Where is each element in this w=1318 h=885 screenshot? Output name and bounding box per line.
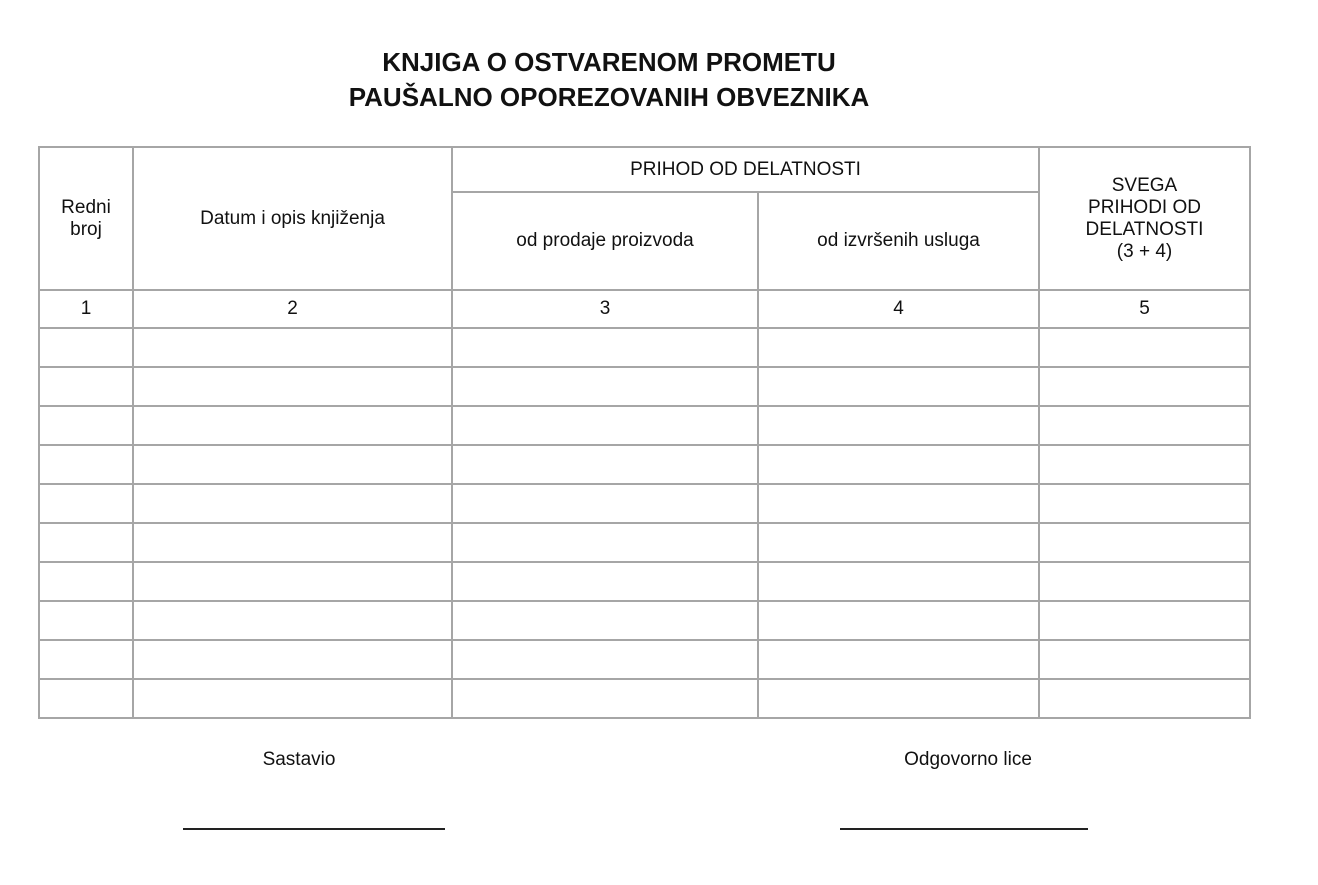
entry-cell[interactable] [133,406,452,445]
entry-cell[interactable] [133,367,452,406]
entry-cell[interactable] [758,367,1039,406]
entry-cell[interactable] [758,523,1039,562]
entry-cell[interactable] [39,406,133,445]
entry-cell[interactable] [1039,679,1250,718]
entry-cell[interactable] [452,523,758,562]
turnover-book-table [38,146,1251,719]
entry-cell[interactable] [1039,328,1250,367]
entry-cell[interactable] [452,445,758,484]
signature-line-odgovorno-lice[interactable] [840,828,1088,830]
header-redni-broj [39,147,133,290]
document-title-line-1: KNJIGA O OSTVARENOM PROMETU [382,47,836,77]
table-row [39,328,1250,367]
entry-cell[interactable] [39,484,133,523]
header-redni-broj-label: Redni broj [61,196,111,240]
table-row [39,640,1250,679]
header-datum-opis-label: Datum i opis knjiženja [200,207,385,229]
table-row [39,601,1250,640]
header-svega-line-2: PRIHODI OD [1088,196,1201,218]
entry-cell[interactable] [1039,406,1250,445]
entry-cell[interactable] [758,562,1039,601]
header-svega-line-4: (3 + 4) [1116,240,1173,262]
signature-label-sastavio: Sastavio [262,749,336,770]
entry-cell[interactable] [452,367,758,406]
entry-cell[interactable] [39,523,133,562]
column-number: 5 [1039,290,1250,328]
entry-cell[interactable] [133,640,452,679]
entry-cell[interactable] [1039,640,1250,679]
entry-cell[interactable] [39,367,133,406]
column-number: 3 [452,290,758,328]
entry-cell[interactable] [1039,523,1250,562]
entry-cell[interactable] [758,406,1039,445]
entry-cell[interactable] [452,601,758,640]
header-izvrsene-usluge [758,192,1039,290]
header-svega-line-1: SVEGA [1111,174,1178,196]
entry-cell[interactable] [452,679,758,718]
column-number: 1 [39,290,133,328]
table-row [39,406,1250,445]
entry-cell[interactable] [39,679,133,718]
header-prodaja-label: od prodaje proizvoda [516,230,694,251]
entry-cell[interactable] [39,445,133,484]
entry-cell[interactable] [452,406,758,445]
entry-cell[interactable] [758,640,1039,679]
entry-cell[interactable] [133,445,452,484]
entry-cell[interactable] [452,562,758,601]
table-row [39,562,1250,601]
header-datum-opis [133,147,452,290]
entry-cell[interactable] [1039,484,1250,523]
entry-cell[interactable] [452,640,758,679]
entry-cell[interactable] [452,328,758,367]
document-title-line-2: PAUŠALNO OPOREZOVANIH OBVEZNIKA [348,82,870,112]
signature-label-odgovorno-lice: Odgovorno lice [904,749,1032,770]
header-prihod-od-delatnosti [452,147,1039,192]
entry-cell[interactable] [39,562,133,601]
column-number: 2 [133,290,452,328]
table-row [39,484,1250,523]
entry-cell[interactable] [39,601,133,640]
entry-cell[interactable] [1039,601,1250,640]
entry-cell[interactable] [133,562,452,601]
entry-cell[interactable] [39,640,133,679]
entry-cell[interactable] [133,601,452,640]
entry-cell[interactable] [39,328,133,367]
header-prodaja-proizvoda [452,192,758,290]
table-row [39,523,1250,562]
signature-line-sastavio[interactable] [183,828,445,830]
column-number-row [39,290,1250,328]
header-prihod-label: PRIHOD OD DELATNOSTI [630,158,861,180]
header-svega-line-3: DELATNOSTI [1085,218,1204,240]
entry-cell[interactable] [452,484,758,523]
entry-cell[interactable] [758,445,1039,484]
header-svega [1039,147,1250,290]
table-row [39,679,1250,718]
entry-cell[interactable] [133,484,452,523]
table-row [39,445,1250,484]
entry-cell[interactable] [133,679,452,718]
entry-cell[interactable] [133,328,452,367]
table-row [39,367,1250,406]
entry-cell[interactable] [758,679,1039,718]
entry-cell[interactable] [758,601,1039,640]
entry-cell[interactable] [1039,562,1250,601]
entry-cell[interactable] [758,328,1039,367]
header-usluge-label: od izvršenih usluga [817,230,980,251]
entry-cell[interactable] [133,523,452,562]
entry-cell[interactable] [1039,445,1250,484]
entry-cell[interactable] [758,484,1039,523]
entry-cell[interactable] [1039,367,1250,406]
column-number: 4 [758,290,1039,328]
